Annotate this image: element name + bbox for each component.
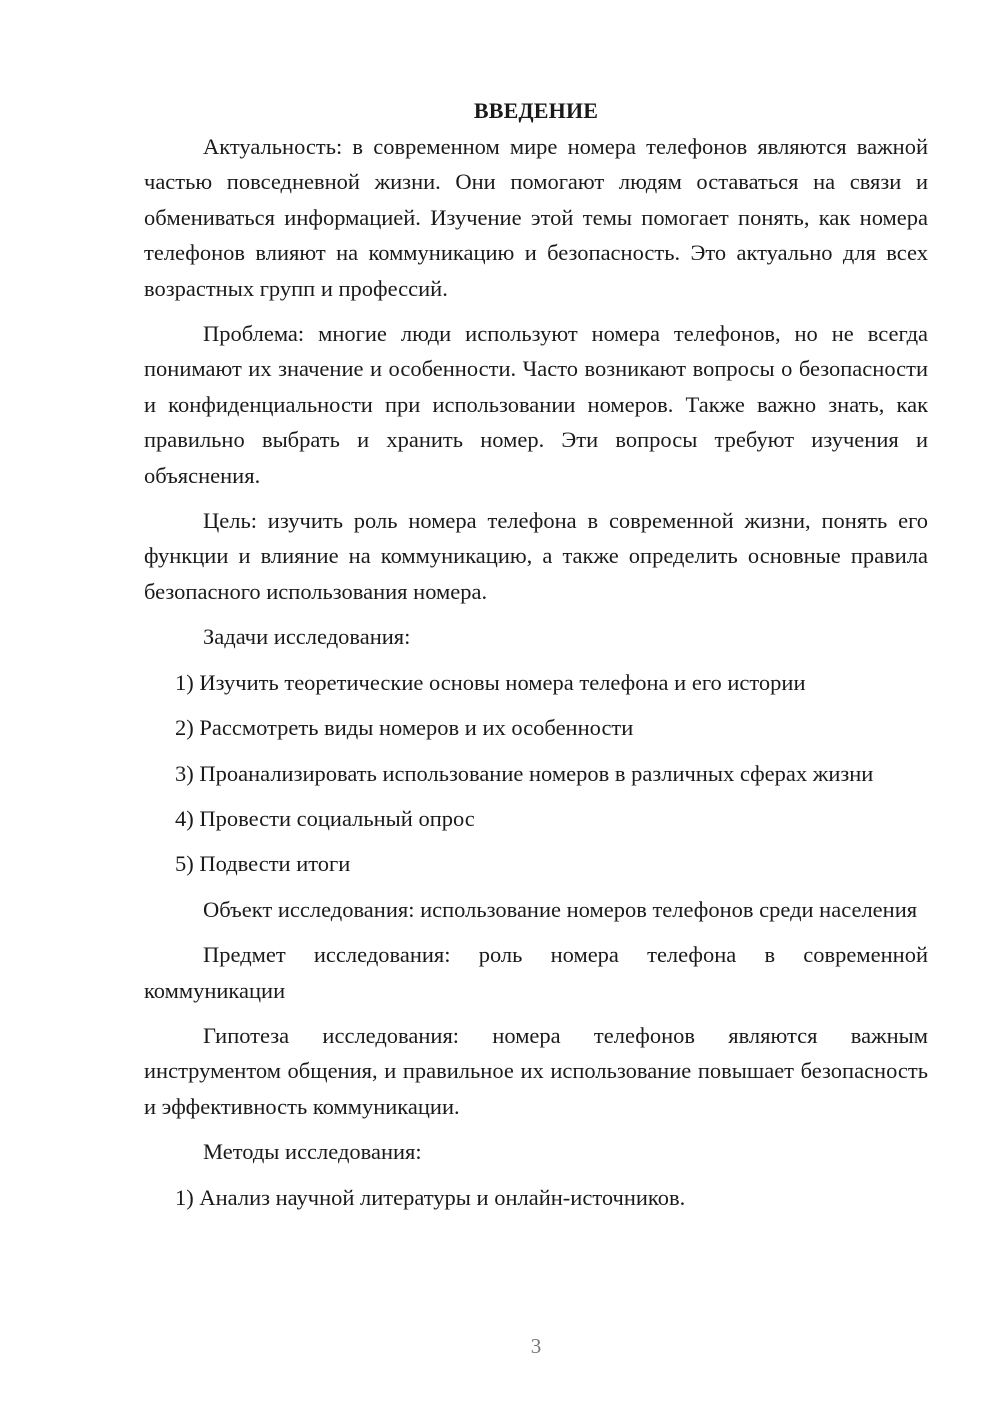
task-item: 1) Изучить теоретические основы номера телефона и его истории [175,669,806,695]
goal-paragraph: Цель: изучить роль номера телефона в современной жизни, понять его функции и влияние на коммуникацию, а также определить основные правила безопасного использования номера. [144,508,928,604]
task-item: 5) Подвести итоги [175,851,351,877]
relevance-paragraph: Актуальность: в современном мире номера телефонов являются важной частью повседневной жизни. Они помогают людям оставаться на связи и обмениваться информацией. Изучение этой темы помогает понять, как номера телефонов влияют на коммуникацию и безопасность. Это актуально для всех возрастных групп и профессий. [144,134,928,301]
hypothesis-paragraph: Гипотеза исследования: номера телефонов являются важным инструментом общения, и правильное их использование повышает безопасность и эффективность коммуникации. [144,1022,928,1119]
object-paragraph: Объект исследования: использование номеров телефонов среди населения [203,896,918,922]
tasks-heading: Задачи исследования: [203,624,411,650]
problem-paragraph: Проблема: многие люди используют номера телефонов, но не всегда понимают их значение и особенности. Часто возникают вопросы о безопасности и конфиденциальности при использовании номеров. Также важно знать, как правильно выбрать и хранить номер. Эти вопросы требуют изучения и объяснения. [144,321,928,488]
task-item: 3) Проанализировать использование номеров в различных сферах жизни [175,760,874,786]
task-item: 4) Провести социальный опрос [175,805,475,831]
document-page [144,95,928,1225]
section-title: ВВЕДЕНИЕ [473,98,599,123]
method-item: 1) Анализ научной литературы и онлайн-источников. [175,1184,686,1210]
task-item: 2) Рассмотреть виды номеров и их особенности [175,715,634,741]
subject-paragraph: Предмет исследования: роль номера телефона в современной коммуникации [144,942,928,1003]
page-number: 3 [530,1334,542,1358]
methods-heading: Методы исследования: [203,1139,422,1165]
